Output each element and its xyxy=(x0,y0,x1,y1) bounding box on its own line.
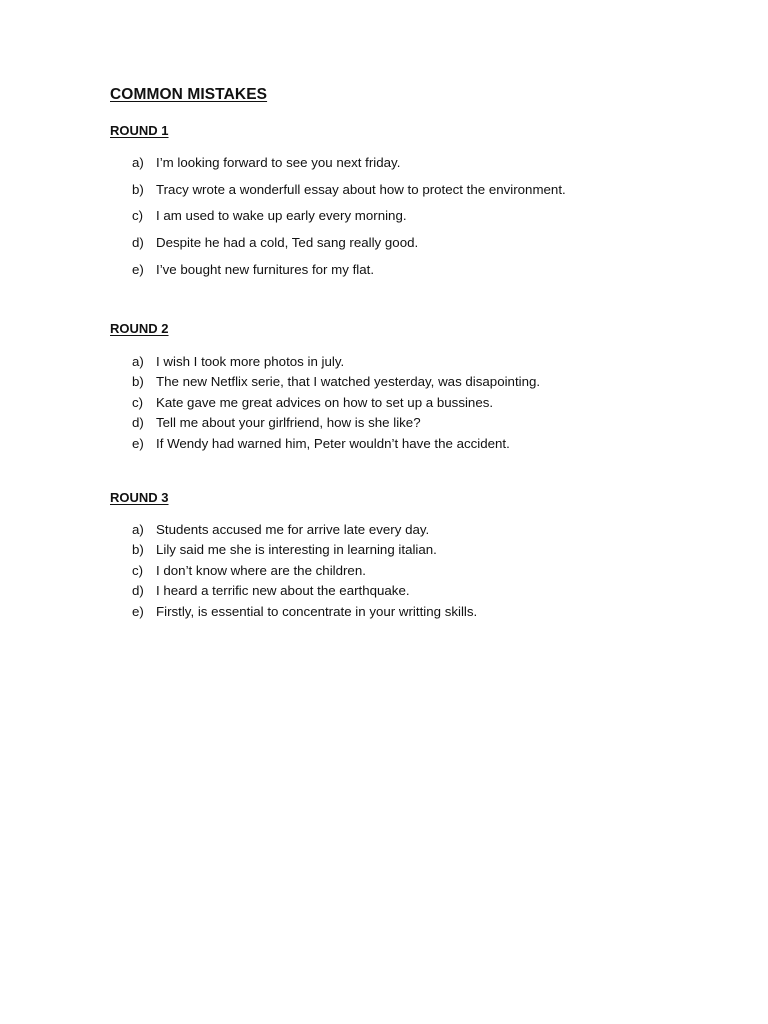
sentence-text: Tracy wrote a wonderfull essay about how to protect the environment. xyxy=(156,182,566,197)
sentence-text: Students accused me for arrive late every day. xyxy=(156,522,430,537)
list-marker: a) xyxy=(132,354,144,369)
sentence-text: I am used to wake up early every morning. xyxy=(156,208,407,223)
sentence-text: I’ve bought new furnitures for my flat. xyxy=(156,262,375,277)
list-item xyxy=(132,354,344,369)
list-marker: e) xyxy=(132,436,144,451)
list-marker: c) xyxy=(132,563,144,578)
sentence-text: I don’t know where are the children. xyxy=(156,563,366,578)
list-marker: b) xyxy=(132,542,144,557)
list-marker: d) xyxy=(132,235,144,250)
list-marker: b) xyxy=(132,374,144,389)
list-item xyxy=(132,208,407,223)
list-marker: d) xyxy=(132,583,144,598)
list-item xyxy=(132,395,493,410)
list-item xyxy=(132,182,566,197)
sentence-text: Lily said me she is interesting in learning italian. xyxy=(156,542,437,557)
round-1-heading: ROUND 1 xyxy=(110,123,169,138)
sentence-text: If Wendy had warned him, Peter wouldn’t have the accident. xyxy=(156,436,510,451)
list-marker: d) xyxy=(132,415,144,430)
page-title: COMMON MISTAKES xyxy=(110,86,268,103)
sentence-text: I heard a terrific new about the earthquake. xyxy=(156,583,410,598)
list-item xyxy=(132,563,366,578)
sentence-text: The new Netflix serie, that I watched yesterday, was disapointing. xyxy=(156,374,541,389)
round-3-heading: ROUND 3 xyxy=(110,490,169,505)
list-marker: a) xyxy=(132,522,144,537)
list-marker: c) xyxy=(132,208,144,223)
list-marker: a) xyxy=(132,155,144,170)
list-item xyxy=(132,436,510,451)
list-item xyxy=(132,542,437,557)
sentence-text: Firstly, is essential to concentrate in your writting skills. xyxy=(156,604,478,619)
list-item xyxy=(132,155,400,170)
list-item xyxy=(132,235,418,250)
list-item xyxy=(132,522,429,537)
sentence-text: Tell me about your girlfriend, how is she like? xyxy=(156,415,421,430)
list-item xyxy=(132,262,374,277)
list-marker: c) xyxy=(132,395,144,410)
sentence-text: Despite he had a cold, Ted sang really good. xyxy=(156,235,419,250)
list-marker: e) xyxy=(132,262,144,277)
list-marker: b) xyxy=(132,182,144,197)
sentence-text: I’m looking forward to see you next friday. xyxy=(156,155,401,170)
list-marker: e) xyxy=(132,604,144,619)
list-item xyxy=(132,583,410,598)
list-item xyxy=(132,415,421,430)
round-2-heading: ROUND 2 xyxy=(110,321,169,336)
list-item xyxy=(132,604,477,619)
sentence-text: Kate gave me great advices on how to set up a bussines. xyxy=(156,395,494,410)
sentence-text: I wish I took more photos in july. xyxy=(156,354,345,369)
list-item xyxy=(132,374,540,389)
